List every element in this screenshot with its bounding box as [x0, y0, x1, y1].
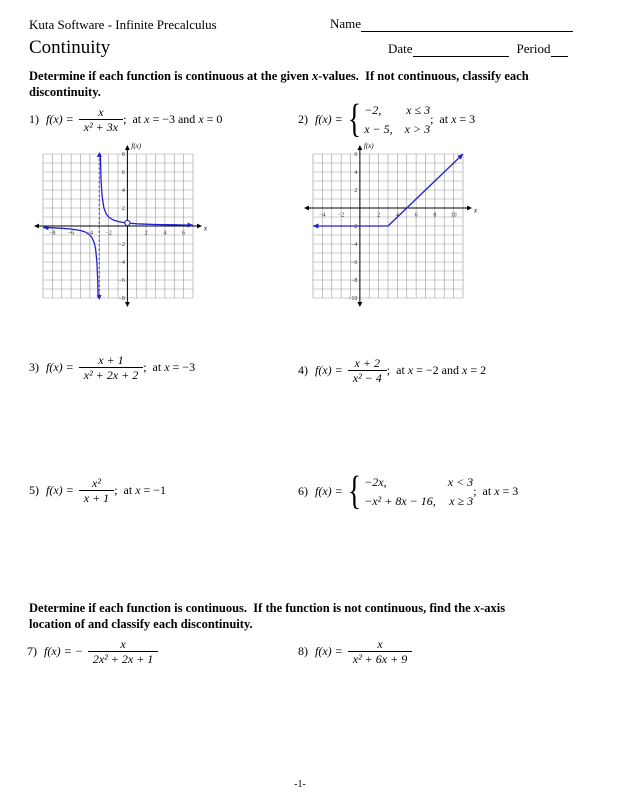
instructions-2-line-2: location of and classify each discontinuity.: [29, 616, 253, 631]
piecewise-brace: {: [347, 468, 362, 514]
numerator: x²: [92, 476, 101, 490]
svg-text:−6: −6: [118, 278, 125, 284]
problem-number: 3): [29, 360, 39, 375]
svg-text:4: 4: [395, 212, 399, 219]
denominator: x² − 4: [348, 370, 387, 385]
name-line: [330, 16, 573, 32]
instructions-1: [29, 69, 529, 100]
svg-text:−4: −4: [319, 212, 326, 219]
piece-expr: −2x,: [364, 475, 387, 489]
piecewise-rows: [364, 473, 473, 510]
svg-text:−4: −4: [86, 230, 94, 237]
piece-condition: x < 3: [447, 475, 474, 489]
fraction: [348, 356, 387, 386]
svg-text:−8: −8: [350, 278, 358, 284]
problem-number: 1): [29, 112, 39, 127]
date-period-line: [388, 41, 568, 57]
svg-text:2: 2: [144, 230, 148, 237]
piece-condition: x > 3: [404, 121, 431, 136]
period-blank: [551, 43, 568, 57]
evaluation-condition: ; at x = −3: [143, 360, 196, 375]
svg-text:6: 6: [121, 170, 125, 176]
svg-text:6: 6: [182, 230, 186, 237]
brand-text: Kuta Software - Infinite Precalculus: [29, 17, 217, 32]
piecewise-function: [347, 96, 431, 142]
svg-text:2: 2: [121, 206, 125, 212]
svg-text:f(x): f(x): [363, 142, 374, 150]
svg-text:−8: −8: [118, 296, 125, 302]
fraction: [79, 476, 114, 506]
function-notation: f(x) =: [315, 112, 343, 127]
svg-text:−6: −6: [67, 230, 75, 237]
svg-text:−2: −2: [350, 224, 358, 230]
problem-2: [298, 96, 476, 142]
evaluation-condition: ; at x = 3: [473, 484, 519, 499]
page-number: -1-: [294, 779, 306, 790]
svg-text:−4: −4: [350, 242, 358, 248]
fraction: [79, 353, 143, 383]
evaluation-condition: ; at x = −3 and x = 0: [123, 112, 223, 127]
problem-number: 2): [298, 112, 308, 127]
numerator: x: [98, 105, 104, 119]
svg-text:8: 8: [433, 212, 437, 219]
fraction: [88, 637, 158, 667]
instructions-2-line-1: Determine if each function is continuous. If the function is not continuous, find the x-axis: [29, 601, 506, 615]
piece-expr: −2,: [364, 103, 382, 117]
svg-text:2: 2: [377, 212, 381, 219]
date-blank: [413, 43, 509, 57]
svg-text:−2: −2: [337, 212, 345, 219]
svg-text:f(x): f(x): [131, 142, 142, 150]
problem-number: 7): [27, 644, 37, 659]
denominator: 2x² + 2x + 1: [88, 651, 158, 666]
svg-text:−2: −2: [105, 230, 112, 237]
problem-3: [29, 353, 195, 383]
svg-text:−8: −8: [49, 230, 56, 237]
piece-expr: −x² + 8x − 16,: [364, 493, 436, 508]
instructions-2: [29, 601, 505, 632]
svg-text:2: 2: [354, 188, 358, 194]
evaluation-condition: ; at x = −1: [114, 483, 167, 498]
piece-condition: x ≥ 3: [449, 493, 474, 508]
problem-number: 5): [29, 483, 39, 498]
denominator: x² + 3x: [79, 119, 123, 134]
problem-number: 8): [298, 644, 308, 659]
period-label: Period: [516, 41, 551, 56]
svg-text:−10: −10: [347, 296, 358, 302]
piece-expr: x − 5,: [364, 121, 393, 136]
function-notation: f(x) =: [46, 483, 74, 498]
problem-number: 4): [298, 363, 308, 378]
instructions-1-line-1: Determine if each function is continuous at the given x-values. If not continuous, classify each: [29, 69, 529, 83]
svg-text:10: 10: [450, 212, 457, 219]
piece-condition: x ≤ 3: [406, 103, 431, 117]
piecewise-brace: {: [347, 96, 362, 142]
numerator: x + 2: [354, 356, 380, 370]
denominator: x + 1: [79, 490, 114, 505]
piecewise-rows: [364, 101, 430, 138]
svg-text:−2: −2: [118, 242, 125, 248]
numerator: x: [120, 637, 126, 651]
graph-problem-2: [300, 140, 486, 312]
problem-5: [29, 476, 166, 506]
svg-text:4: 4: [354, 170, 358, 176]
page-title: Continuity: [29, 37, 111, 58]
svg-text:x: x: [474, 206, 478, 215]
fraction: [79, 105, 123, 135]
problem-7: [27, 637, 158, 667]
svg-text:x: x: [204, 224, 208, 233]
svg-text:6: 6: [354, 152, 358, 158]
denominator: x² + 2x + 2: [79, 367, 143, 382]
problem-1: [29, 105, 222, 135]
function-notation: f(x) =: [315, 484, 343, 499]
name-label: Name: [330, 16, 362, 31]
date-label: Date: [388, 41, 413, 56]
piecewise-function: [347, 468, 474, 514]
graph-problem-1: [30, 140, 216, 312]
svg-text:6: 6: [414, 212, 418, 219]
problem-number: 6): [298, 484, 308, 499]
svg-text:4: 4: [163, 230, 167, 237]
problem-4: [298, 356, 486, 386]
function-notation: f(x) = −: [44, 644, 83, 659]
function-notation: f(x) =: [315, 363, 343, 378]
problem-6: [298, 468, 519, 514]
problem-8: [298, 637, 412, 667]
evaluation-condition: ; at x = 3: [430, 112, 476, 127]
denominator: x² + 6x + 9: [348, 651, 412, 666]
numerator: x: [377, 637, 383, 651]
svg-text:−6: −6: [350, 260, 358, 266]
evaluation-condition: ; at x = −2 and x = 2: [386, 363, 487, 378]
svg-text:8: 8: [121, 152, 125, 158]
fraction: [348, 637, 412, 667]
svg-text:−4: −4: [118, 260, 125, 266]
function-notation: f(x) =: [46, 360, 74, 375]
numerator: x + 1: [98, 353, 124, 367]
svg-text:4: 4: [121, 188, 125, 194]
function-notation: f(x) =: [315, 644, 343, 659]
instructions-1-line-2: discontinuity.: [29, 84, 101, 99]
name-blank: [361, 18, 573, 32]
function-notation: f(x) =: [46, 112, 74, 127]
